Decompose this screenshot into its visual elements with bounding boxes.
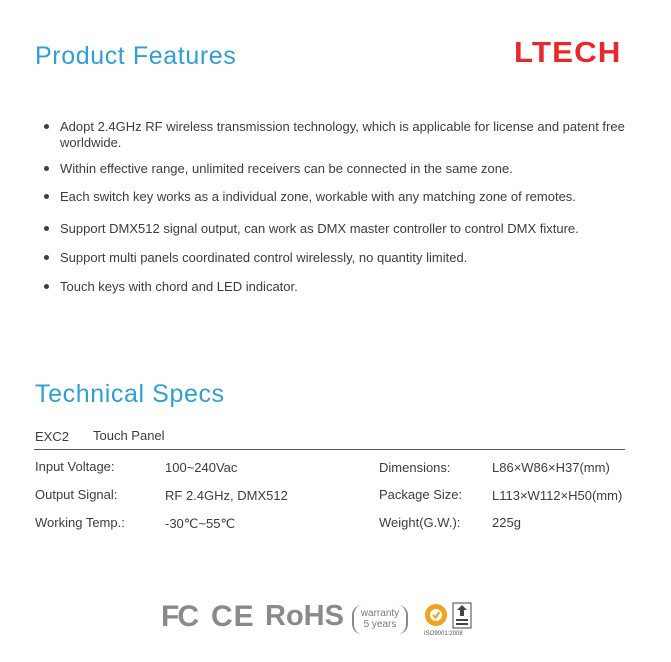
ce-mark-icon: CE	[211, 600, 255, 633]
feature-item	[44, 119, 634, 151]
weight-value: 225g	[492, 515, 521, 530]
quality-certificate-icon	[424, 603, 448, 629]
specs-divider	[34, 449, 625, 450]
technical-specs-title: Technical Specs	[35, 380, 225, 408]
bullet-icon	[44, 284, 49, 289]
feature-text: Touch keys with chord and LED indicator.	[60, 279, 298, 294]
features-list	[44, 119, 634, 295]
package-size-label: Package Size:	[379, 487, 463, 502]
ltech-logo: LTECH	[514, 37, 622, 69]
bullet-icon	[44, 255, 49, 260]
bullet-icon	[44, 226, 49, 231]
warranty-line2: 5 years	[363, 619, 397, 630]
bullet-icon	[44, 194, 49, 199]
feature-item	[44, 161, 634, 177]
feature-item	[44, 250, 634, 266]
fc-mark-icon: FC	[161, 600, 197, 633]
dimensions-label: Dimensions:	[379, 460, 451, 475]
feature-text: Support DMX512 signal output, can work as DMX master controller to control DMX fixture.	[60, 221, 579, 236]
feature-item	[44, 189, 634, 205]
dimensions-value: L86×W86×H37(mm)	[492, 460, 610, 475]
feature-item	[44, 279, 634, 295]
weight-label: Weight(G.W.):	[379, 515, 461, 530]
feature-item	[44, 221, 634, 237]
input-voltage-label: Input Voltage:	[35, 459, 115, 474]
warranty-icon	[352, 605, 408, 634]
bullet-icon	[44, 166, 49, 171]
package-size-value: L113×W112×H50(mm)	[492, 488, 623, 503]
feature-text: Within effective range, unlimited receivers can be connected in the same zone.	[60, 161, 513, 176]
output-signal-value: RF 2.4GHz, DMX512	[165, 488, 288, 503]
feature-text: Adopt 2.4GHz RF wireless transmission technology, which is applicable for license and patent free worldwide.	[60, 119, 625, 150]
input-voltage-value: 100~240Vac	[165, 460, 238, 475]
working-temp-label: Working Temp.:	[35, 515, 125, 530]
feature-text: Support multi panels coordinated control wirelessly, no quantity limited.	[60, 250, 468, 265]
rohs-mark-icon: RoHS	[265, 600, 344, 632]
warranty-line1: warranty	[360, 608, 400, 619]
iso-label: ISO9001:2008	[424, 631, 463, 637]
bullet-icon	[44, 124, 49, 129]
ukas-icon	[452, 602, 472, 630]
product-features-title: Product Features	[35, 42, 237, 70]
output-signal-label: Output Signal:	[35, 487, 118, 502]
product-name: Touch Panel	[93, 428, 165, 443]
working-temp-value: -30℃~55℃	[165, 516, 236, 531]
model-name: EXC2	[35, 429, 69, 444]
feature-text: Each switch key works as a individual zone, workable with any matching zone of remotes.	[60, 189, 576, 204]
